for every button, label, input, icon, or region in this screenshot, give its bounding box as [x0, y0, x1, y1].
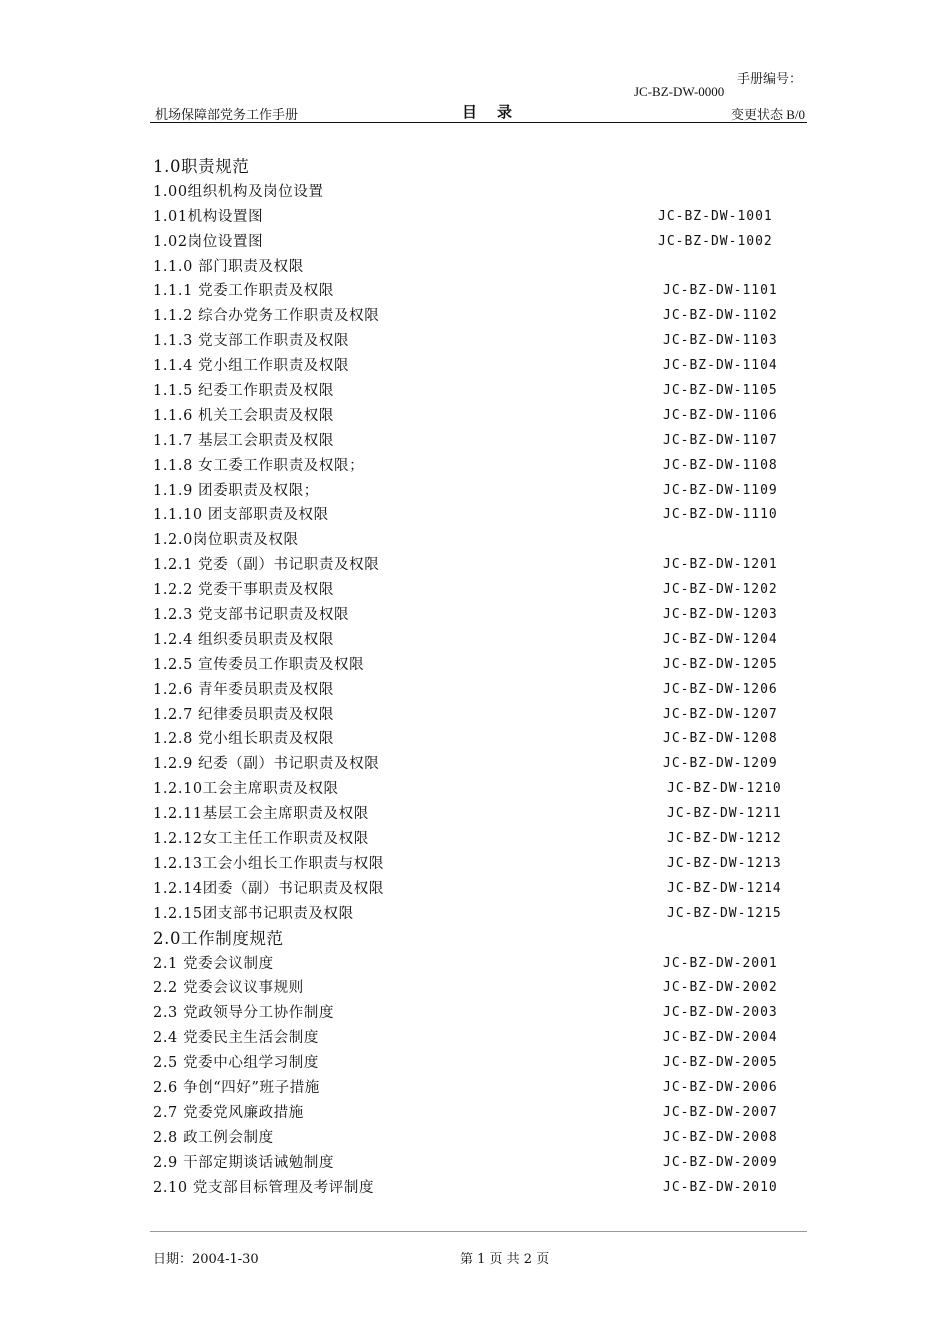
toc-entry-code: JC-BZ-DW-2005 — [663, 1055, 778, 1071]
toc-entry — [153, 255, 793, 280]
toc-entry — [153, 927, 793, 952]
toc-entry-title: 2.5 党委中心组学习制度 — [153, 1055, 319, 1072]
toc-entry — [153, 603, 793, 628]
toc-entry-title: 2.4 党委民主生活会制度 — [153, 1030, 319, 1047]
toc-entry-code: JC-BZ-DW-1106 — [663, 407, 778, 423]
toc-entry-code: JC-BZ-DW-2007 — [663, 1104, 778, 1120]
toc-entry — [153, 155, 793, 180]
toc-entry-code: JC-BZ-DW-2006 — [663, 1079, 778, 1095]
toc-entry-title: 1.2.13工会小组长工作职责与权限 — [153, 855, 384, 872]
toc-entry — [153, 628, 793, 653]
toc-entry — [153, 678, 793, 703]
toc-entry-code: JC-BZ-DW-1209 — [663, 756, 778, 772]
toc-entry-code: JC-BZ-DW-1107 — [663, 432, 778, 448]
toc-entry-code: JC-BZ-DW-1103 — [663, 333, 778, 349]
toc-entry — [153, 877, 793, 902]
header-divider — [150, 122, 807, 123]
toc-entry-title: 1.2.11基层工会主席职责及权限 — [153, 806, 369, 823]
toc-entry — [153, 653, 793, 678]
toc-entry — [153, 976, 793, 1001]
revision-status: 变更状态 B/0 — [730, 107, 805, 122]
toc-entry — [153, 1026, 793, 1051]
toc-entry — [153, 852, 793, 877]
toc-entry — [153, 1126, 793, 1151]
toc-entry-title: 2.1 党委会议制度 — [153, 955, 274, 972]
toc-entry — [153, 827, 793, 852]
toc-entry-title: 1.01机构设置图 — [153, 208, 264, 225]
toc-entry-title: 1.0职责规范 — [153, 157, 250, 176]
toc-entry-title: 1.2.5 宣传委员工作职责及权限 — [153, 656, 365, 673]
toc-entry-code: JC-BZ-DW-2004 — [663, 1030, 778, 1046]
toc-entry — [153, 404, 793, 429]
toc-entry-title: 1.2.7 纪律委员职责及权限 — [153, 706, 335, 723]
toc-entry — [153, 379, 793, 404]
toc-entry-code: JC-BZ-DW-2008 — [663, 1129, 778, 1145]
toc-entry-title: 1.2.6 青年委员职责及权限 — [153, 681, 335, 698]
toc-entry-title: 1.1.9 团委职责及权限； — [153, 482, 319, 499]
toc-entry — [153, 1001, 793, 1026]
toc-entry-title: 1.1.8 女工委工作职责及权限； — [153, 457, 365, 474]
toc-entry-code: JC-BZ-DW-1101 — [663, 283, 778, 299]
toc-entry — [153, 1151, 793, 1176]
toc-entry — [153, 902, 793, 927]
toc-entry-title: 1.2.14团委（副）书记职责及权限 — [153, 880, 384, 897]
toc-entry-title: 1.02岗位设置图 — [153, 233, 264, 250]
footer-page-info: 第 1 页 共 2 页 — [460, 1252, 550, 1267]
toc-entry-title: 1.1.3 党支部工作职责及权限 — [153, 333, 350, 350]
toc-entry-code: JC-BZ-DW-2003 — [663, 1005, 778, 1021]
toc-entry-title: 1.2.12女工主任工作职责及权限 — [153, 831, 369, 848]
toc-entry — [153, 802, 793, 827]
toc-entry — [153, 528, 793, 553]
footer-date: 日期：2004-1-30 — [153, 1252, 259, 1267]
toc-entry-title: 1.2.15团支部书记职责及权限 — [153, 905, 354, 922]
manual-number: JC-BZ-DW-0000 — [634, 84, 725, 99]
toc-entry-title: 1.00组织机构及岗位设置 — [153, 183, 324, 200]
toc-entry-code: JC-BZ-DW-1002 — [658, 233, 773, 249]
toc-entry — [153, 354, 793, 379]
toc-entry-code: JC-BZ-DW-1108 — [663, 457, 778, 473]
toc-entry-code: JC-BZ-DW-2001 — [663, 955, 778, 971]
toc-entry — [153, 205, 793, 230]
toc-entry — [153, 777, 793, 802]
toc-entry-title: 1.1.5 纪委工作职责及权限 — [153, 383, 335, 400]
toc-entry-title: 1.1.6 机关工会职责及权限 — [153, 407, 335, 424]
toc-entry — [153, 752, 793, 777]
toc-entry-title: 1.2.9 纪委（副）书记职责及权限 — [153, 756, 380, 773]
toc-entry-title: 2.3 党政领导分工协作制度 — [153, 1005, 335, 1022]
manual-number-label: 手册编号： — [736, 71, 802, 86]
toc-entry-code: JC-BZ-DW-1202 — [663, 582, 778, 598]
toc-entry — [153, 180, 793, 205]
toc-entry-title: 1.1.4 党小组工作职责及权限 — [153, 358, 350, 375]
toc-entry — [153, 952, 793, 977]
toc-entry-title: 1.2.10工会主席职责及权限 — [153, 781, 339, 798]
toc-entry-title: 2.10 党支部目标管理及考评制度 — [153, 1179, 375, 1196]
toc-entry-title: 1.1.7 基层工会职责及权限 — [153, 432, 335, 449]
toc-entry-code: JC-BZ-DW-2002 — [663, 980, 778, 996]
toc-entry-code: JC-BZ-DW-2010 — [663, 1179, 778, 1195]
toc-entry-code: JC-BZ-DW-1201 — [663, 557, 778, 573]
toc-entry — [153, 727, 793, 752]
toc-entry-title: 2.0工作制度规范 — [153, 928, 284, 948]
toc-entry-code: JC-BZ-DW-1102 — [663, 308, 778, 324]
toc-entry-title: 1.2.2 党委干事职责及权限 — [153, 582, 335, 599]
toc-entry-code: JC-BZ-DW-1212 — [667, 831, 782, 847]
toc-entry-title: 2.7 党委党风廉政措施 — [153, 1104, 304, 1121]
toc-entry-code: JC-BZ-DW-1205 — [663, 656, 778, 672]
toc-entry-title: 2.8 政工例会制度 — [153, 1129, 274, 1146]
toc-entry — [153, 304, 793, 329]
toc-entry — [153, 479, 793, 504]
toc-entry — [153, 230, 793, 255]
toc-entry-title: 1.1.2 综合办党务工作职责及权限 — [153, 308, 380, 325]
toc-entry-title: 1.1.10 团支部职责及权限 — [153, 507, 329, 524]
toc-entry-code: JC-BZ-DW-1109 — [663, 482, 778, 498]
toc-entry-title: 1.2.1 党委（副）书记职责及权限 — [153, 557, 380, 574]
toc-entry — [153, 279, 793, 304]
toc-entry-code: JC-BZ-DW-1210 — [667, 781, 782, 797]
toc-entry — [153, 329, 793, 354]
document-title: 机场保障部党务工作手册 — [155, 108, 299, 123]
toc-entry-title: 1.1.0 部门职责及权限 — [153, 258, 304, 275]
table-of-contents — [153, 155, 793, 1200]
toc-entry — [153, 503, 793, 528]
toc-entry-code: JC-BZ-DW-1110 — [663, 507, 778, 523]
toc-entry — [153, 553, 793, 578]
toc-entry — [153, 454, 793, 479]
toc-entry-title: 1.1.1 党委工作职责及权限 — [153, 283, 335, 300]
toc-entry-code: JC-BZ-DW-1215 — [667, 905, 782, 921]
toc-entry-title: 1.2.8 党小组长职责及权限 — [153, 731, 335, 748]
toc-entry-code: JC-BZ-DW-1214 — [667, 880, 782, 896]
toc-entry-title: 2.6 争创“四好”班子措施 — [153, 1079, 320, 1096]
toc-entry-code: JC-BZ-DW-1213 — [667, 855, 782, 871]
toc-entry-title: 2.9 干部定期谈话诫勉制度 — [153, 1154, 335, 1171]
footer-divider — [150, 1231, 807, 1232]
toc-entry-title: 1.2.0岗位职责及权限 — [153, 532, 299, 549]
toc-entry-code: JC-BZ-DW-1105 — [663, 383, 778, 399]
toc-entry-code: JC-BZ-DW-1001 — [658, 208, 773, 224]
toc-entry-title: 2.2 党委会议议事规则 — [153, 980, 304, 997]
toc-entry-code: JC-BZ-DW-1203 — [663, 607, 778, 623]
toc-entry — [153, 703, 793, 728]
toc-entry-code: JC-BZ-DW-1104 — [663, 358, 778, 374]
toc-entry-title: 1.2.4 组织委员职责及权限 — [153, 631, 335, 648]
toc-entry-code: JC-BZ-DW-1204 — [663, 631, 778, 647]
toc-entry — [153, 578, 793, 603]
toc-entry — [153, 429, 793, 454]
toc-entry-code: JC-BZ-DW-2009 — [663, 1154, 778, 1170]
section-title: 目录 — [462, 103, 533, 121]
toc-entry-code: JC-BZ-DW-1206 — [663, 681, 778, 697]
toc-entry-title: 1.2.3 党支部书记职责及权限 — [153, 607, 350, 624]
toc-entry — [153, 1176, 793, 1201]
toc-entry-code: JC-BZ-DW-1211 — [667, 806, 782, 822]
toc-entry — [153, 1051, 793, 1076]
toc-entry-code: JC-BZ-DW-1207 — [663, 706, 778, 722]
toc-entry-code: JC-BZ-DW-1208 — [663, 731, 778, 747]
toc-entry — [153, 1101, 793, 1126]
toc-entry — [153, 1076, 793, 1101]
